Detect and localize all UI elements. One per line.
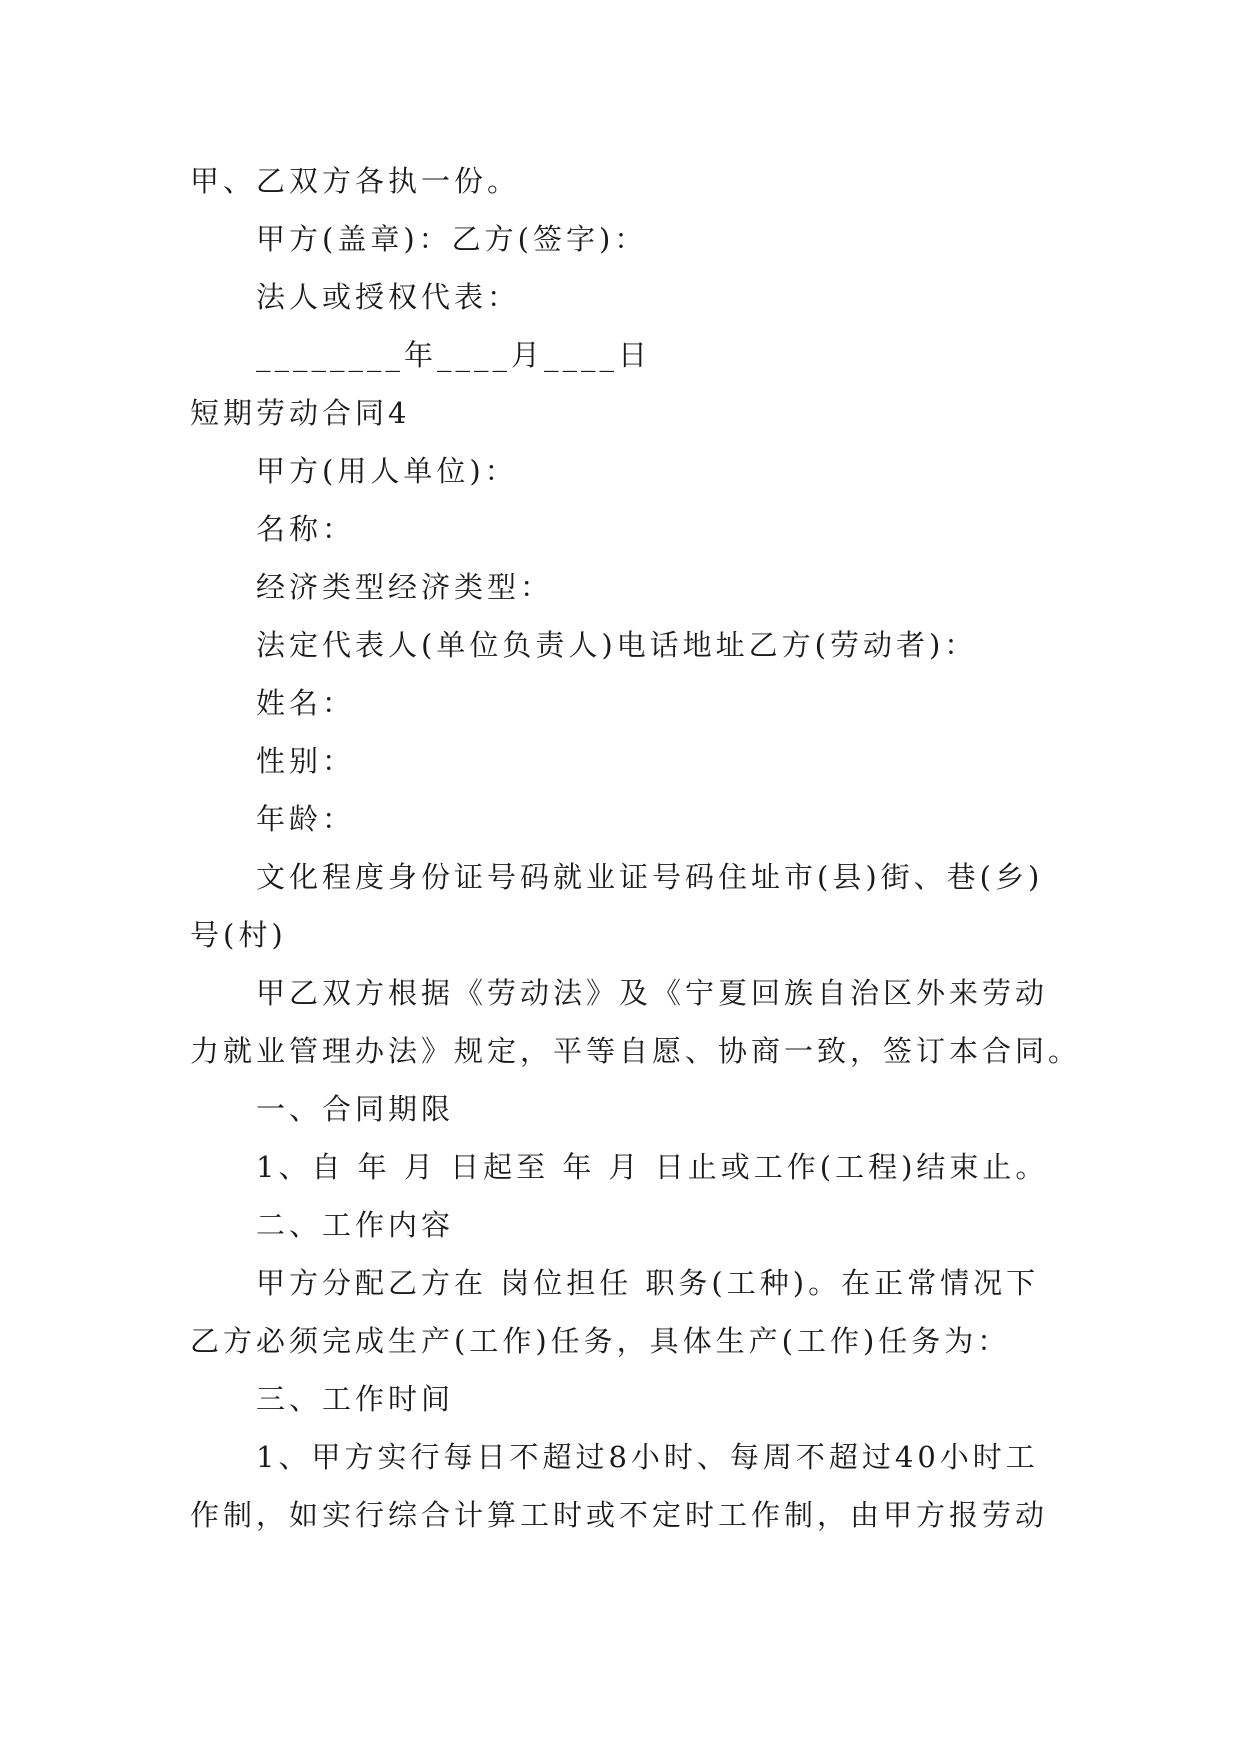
text-line: 甲方分配乙方在 岗位担任 职务(工种)。在正常情况下 xyxy=(256,1266,1040,1300)
text-line: 号(村) xyxy=(190,918,287,952)
text-line: 1、自 年 月 日起至 年 月 日止或工作(工程)结束止。 xyxy=(256,1150,1049,1184)
text-line: 乙方必须完成生产(工作)任务，具体生产(工作)任务为： xyxy=(190,1324,1011,1358)
representative-line: 法人或授权代表： xyxy=(256,280,521,314)
clause-heading: 三、工作时间 xyxy=(256,1382,455,1416)
text-line: 年龄： xyxy=(256,802,356,836)
text-line: 甲乙双方根据《劳动法》及《宁夏回族自治区外来劳动 xyxy=(256,976,1049,1010)
text-line: 力就业管理办法》规定，平等自愿、协商一致，签订本合同。 xyxy=(190,1034,1082,1068)
clause-heading: 一、合同期限 xyxy=(256,1092,455,1126)
signature-line: 甲方(盖章)：乙方(签字)： xyxy=(256,222,648,256)
text-line: 名称： xyxy=(256,512,356,546)
text-line: 法定代表人(单位负责人)电话地址乙方(劳动者)： xyxy=(256,628,978,662)
clause-heading: 二、工作内容 xyxy=(256,1208,455,1242)
section-title: 短期劳动合同4 xyxy=(190,396,411,430)
text-line: 甲、乙双方各执一份。 xyxy=(190,164,521,198)
text-line: 1、甲方实行每日不超过8小时、每周不超过40小时工 xyxy=(256,1440,1039,1474)
text-line: 经济类型经济类型： xyxy=(256,570,554,604)
text-line: 姓名： xyxy=(256,686,356,720)
document-body xyxy=(190,152,1082,1544)
text-line: 甲方(用人单位)： xyxy=(256,454,518,488)
text-line: 作制，如实行综合计算工时或不定时工作制，由甲方报劳动 xyxy=(190,1498,1049,1532)
date-blank-line: ________年____月____日 xyxy=(256,338,652,372)
text-line: 文化程度身份证号码就业证号码住址市(县)街、巷(乡) xyxy=(256,860,1044,894)
text-line: 性别： xyxy=(256,744,356,778)
